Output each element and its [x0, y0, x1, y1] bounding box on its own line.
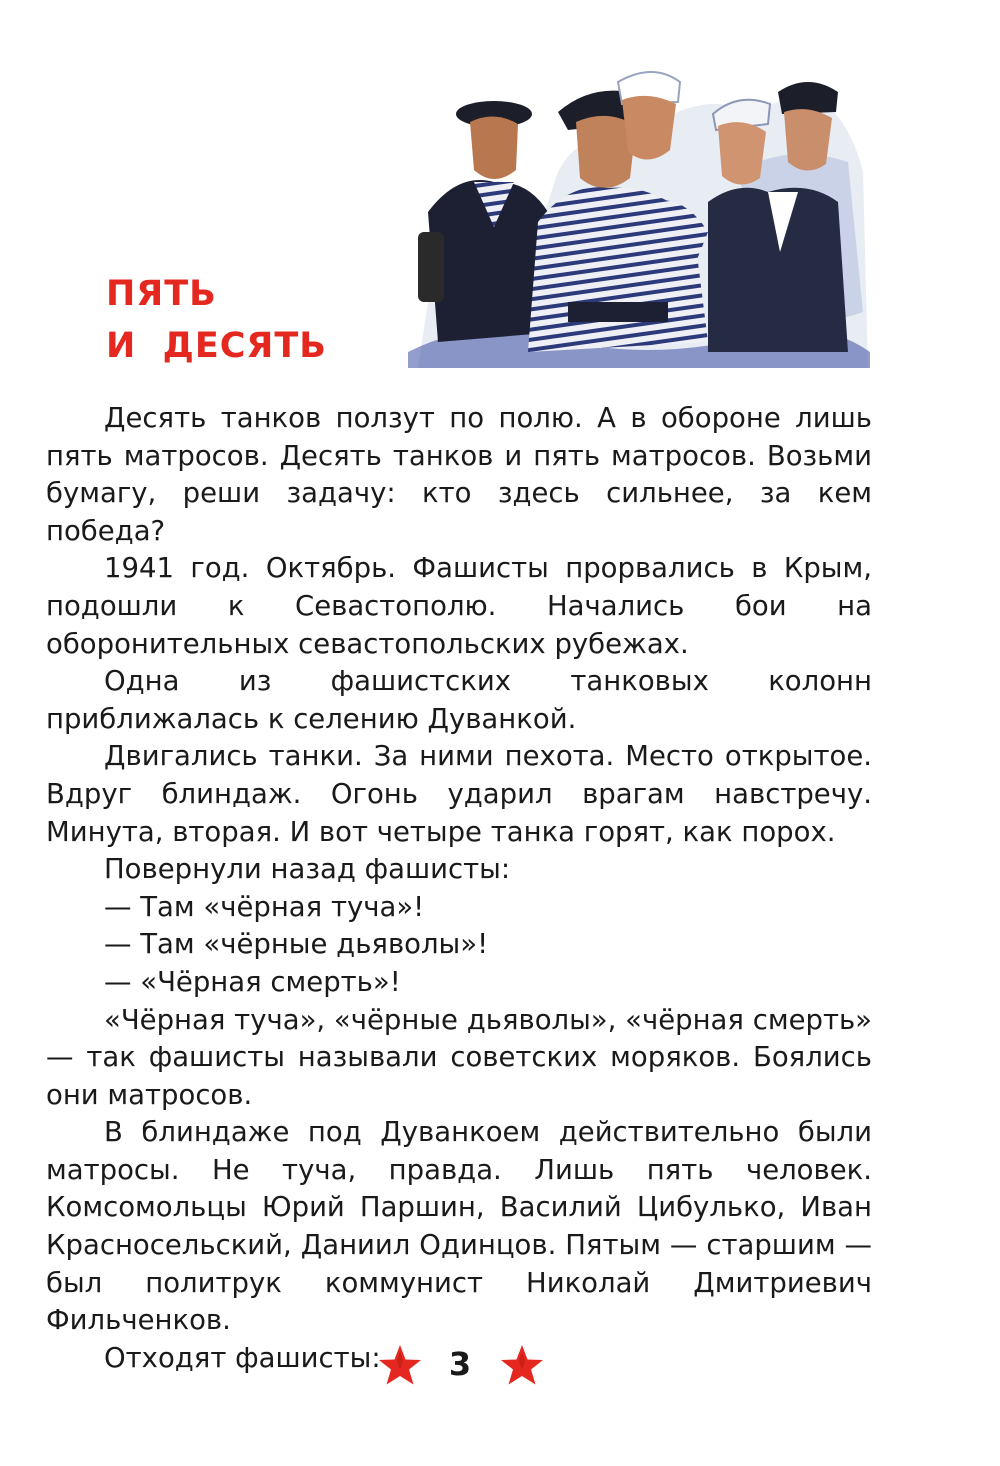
- page-footer: [0, 1340, 1000, 1390]
- paragraph: Одна из фашистских танковых колонн приближалась к селению Дуванкой.: [46, 665, 872, 735]
- title-line-1: ПЯТЬ: [106, 274, 217, 314]
- red-star-icon: [378, 1344, 422, 1386]
- sailors-illustration: [408, 52, 870, 368]
- body-text: [46, 400, 872, 1377]
- paragraph: «Чёрная туча», «чёрные дьяволы», «чёрная смерть» — так фашисты называли советских моряков. Боялись они матросов.: [46, 1003, 872, 1111]
- dialogue-line: — Там «чёрная туча»!: [104, 890, 425, 923]
- paragraph: 1941 год. Октябрь. Фашисты прорвались в Крым, подошли к Севастополю. Начались бои на оборонительных севастопольских рубежах.: [46, 552, 872, 660]
- paragraph: Повернули назад фашисты:: [104, 853, 511, 886]
- paragraph: Десять танков ползут по полю. А в обороне лишь пять матросов. Десять танков и пять матросов. Возьми бумагу, реши задачу: кто здесь сильнее, за кем победа?: [46, 402, 872, 547]
- page-number: 3: [448, 1345, 472, 1383]
- paragraph: В блиндаже под Дуванкоем действительно были матросы. Не туча, правда. Лишь пять человек. Комсомольцы Юрий Паршин, Василий Цибулько, Иван Красносельский, Даниил Одинцов. Пятым — старшим — был политрук коммунист Николай Дмитриевич Фильченков.: [46, 1116, 872, 1337]
- chapter-title: [106, 268, 327, 372]
- paragraph: Отходят фашисты:: [104, 1341, 381, 1374]
- title-line-2: И ДЕСЯТЬ: [106, 326, 327, 366]
- red-star-icon: [500, 1344, 544, 1386]
- dialogue-line: — Там «чёрные дьяволы»!: [104, 928, 489, 961]
- paragraph: Двигались танки. За ними пехота. Место открытое. Вдруг блиндаж. Огонь ударил врагам навстречу. Минута, вторая. И вот четыре танка горят, как порох.: [46, 740, 872, 848]
- dialogue-line: — «Чёрная смерть»!: [104, 965, 401, 998]
